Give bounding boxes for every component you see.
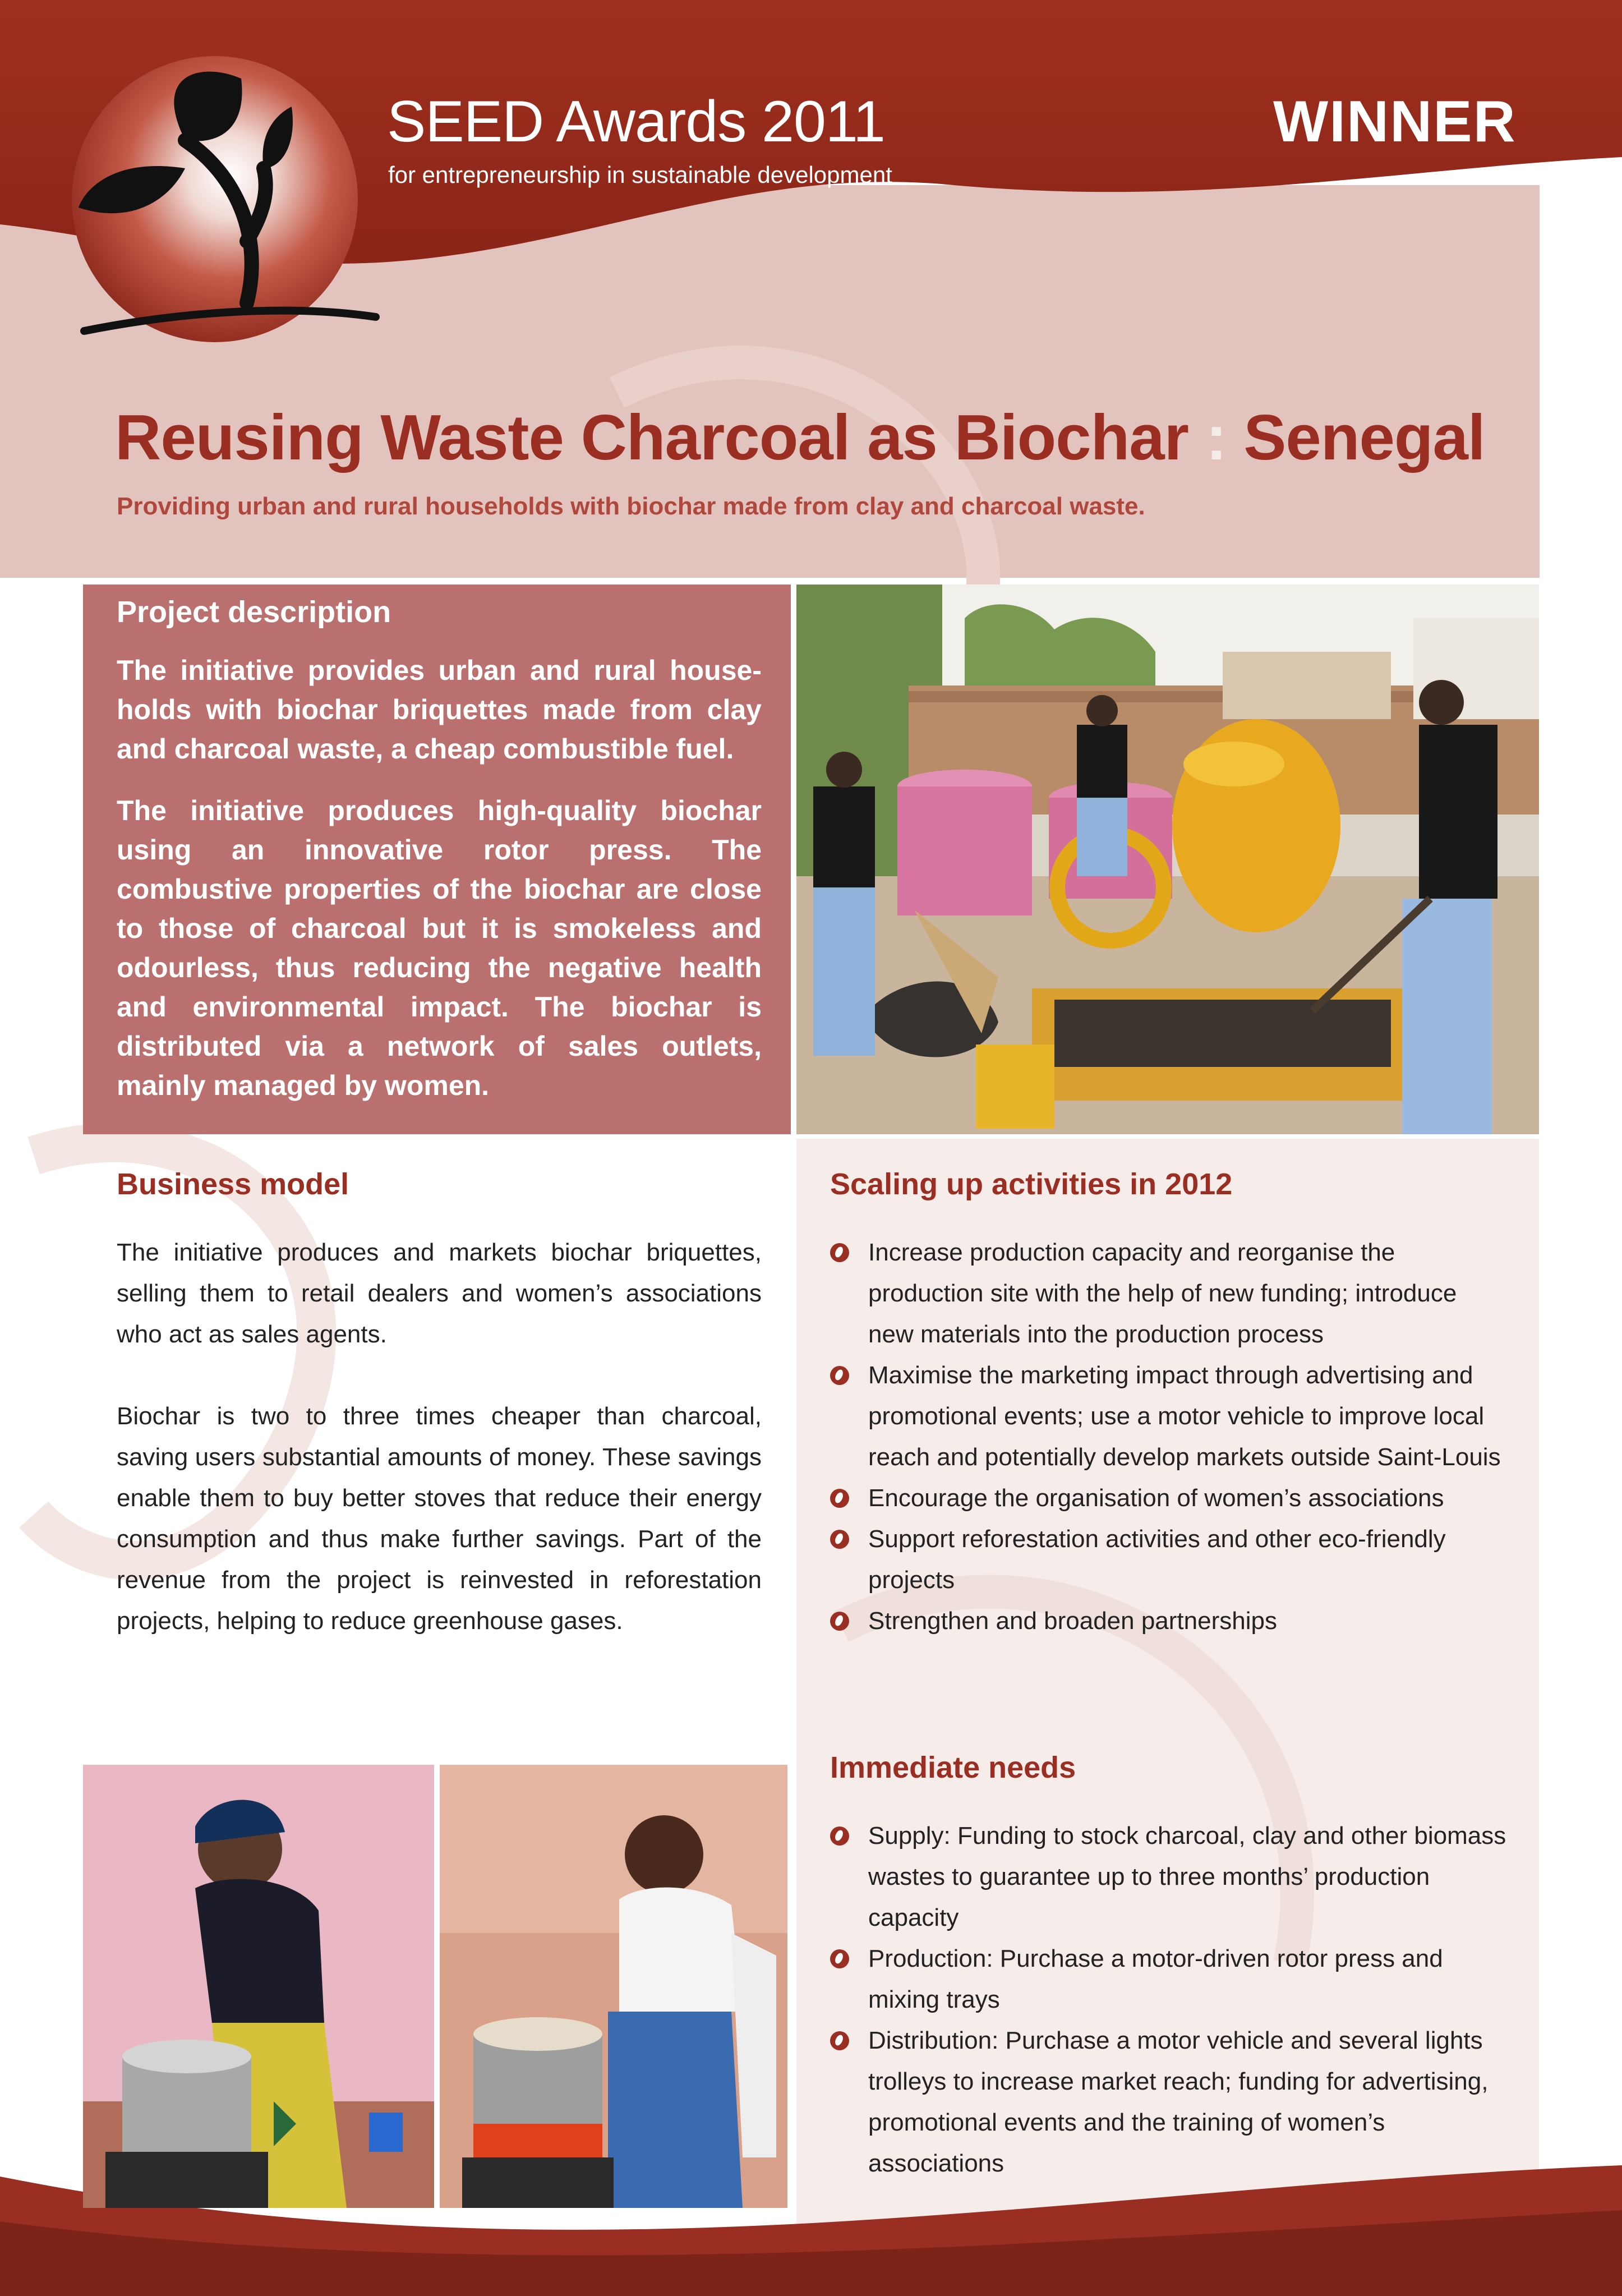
list-item-text: Strengthen and broaden partnerships	[868, 1607, 1277, 1635]
bullet-icon	[830, 1826, 849, 1846]
business-model-paragraph: Biochar is two to three times cheaper than charcoal, saving users substantial amounts of money. These savings enable them to buy better stoves that reduce their energy consumption and thus make further savings. Part of the revenue from the project is reinvested in reforestation projects, helping to reduce greenhouse gases.	[117, 1402, 762, 1635]
title-main: Reusing Waste Charcoal as Biochar	[115, 402, 1189, 473]
business-model-text	[117, 1232, 762, 1682]
bullet-icon	[830, 1243, 849, 1262]
bullet-icon	[830, 1949, 849, 1968]
immediate-needs-list	[830, 1815, 1509, 2184]
page-subtitle: Providing urban and rural households with biochar made from clay and charcoal waste.	[117, 493, 1145, 520]
winner-badge: WINNER	[1273, 89, 1517, 154]
list-item	[830, 1478, 1509, 1519]
list-item	[830, 2020, 1509, 2184]
production-site-photo	[796, 585, 1539, 1134]
list-item	[830, 1600, 1509, 1641]
business-model-heading: Business model	[117, 1167, 349, 1201]
list-item-text: Increase production capacity and reorganise the production site with the help of new funding; introduce new materials into the production process	[868, 1239, 1457, 1348]
project-description-heading: Project description	[117, 595, 391, 629]
page-title	[115, 401, 1485, 475]
project-description-paragraph: The initiative produces high-quality biochar using an innovative rotor press. The combustive properties of the biochar are close to those of charcoal but it is smokeless and odourless, thus reducing the negative health and environmental impact. The biochar is distributed via a network of sales outlets, mainly managed by women.	[117, 795, 762, 1101]
list-item-text: Supply: Funding to stock charcoal, clay and other biomass wastes to guarantee up to three months’ production capacity	[868, 1822, 1506, 1931]
project-description-paragraph: The initiative provides urban and rural house-holds with biochar briquettes made from clay and charcoal waste, a cheap combustible fuel.	[117, 655, 762, 765]
list-item	[830, 1355, 1509, 1478]
list-item-text: Maximise the marketing impact through advertising and promotional events; use a motor vehicle to improve local reach and potentially develop markets outside Saint-Louis	[868, 1361, 1501, 1471]
immediate-needs-heading: Immediate needs	[830, 1751, 1076, 1784]
list-item-text: Encourage the organisation of women’s associations	[868, 1484, 1444, 1512]
title-separator: :	[1205, 402, 1227, 473]
woman-cooking-photo-2	[440, 1765, 787, 2208]
header-title: SEED Awards 2011	[387, 89, 885, 154]
list-item	[830, 1815, 1509, 1938]
bullet-icon	[830, 1489, 849, 1508]
project-description-text	[117, 651, 762, 1128]
list-item-text: Production: Purchase a motor-driven rotor press and mixing trays	[868, 1945, 1443, 2013]
title-country: Senegal	[1243, 402, 1485, 473]
scaling-up-list	[830, 1232, 1509, 1641]
woman-cooking-photo-1	[83, 1765, 434, 2208]
list-item	[830, 1519, 1509, 1600]
scaling-up-heading: Scaling up activities in 2012	[830, 1167, 1233, 1201]
list-item	[830, 1232, 1509, 1355]
bullet-icon	[830, 1530, 849, 1549]
bullet-icon	[830, 2031, 849, 2050]
header-subtitle: for entrepreneurship in sustainable development	[388, 162, 892, 188]
business-model-paragraph: The initiative produces and markets biochar briquettes, selling them to retail dealers and women’s associations who act as sales agents.	[117, 1239, 762, 1348]
list-item-text: Distribution: Purchase a motor vehicle and several lights trolleys to increase market reach; funding for advertising, promotional events and the training of women’s associations	[868, 2027, 1489, 2177]
list-item	[830, 1938, 1509, 2020]
bullet-icon	[830, 1612, 849, 1631]
list-item-text: Support reforestation activities and other eco-friendly projects	[868, 1525, 1446, 1594]
bullet-icon	[830, 1366, 849, 1385]
